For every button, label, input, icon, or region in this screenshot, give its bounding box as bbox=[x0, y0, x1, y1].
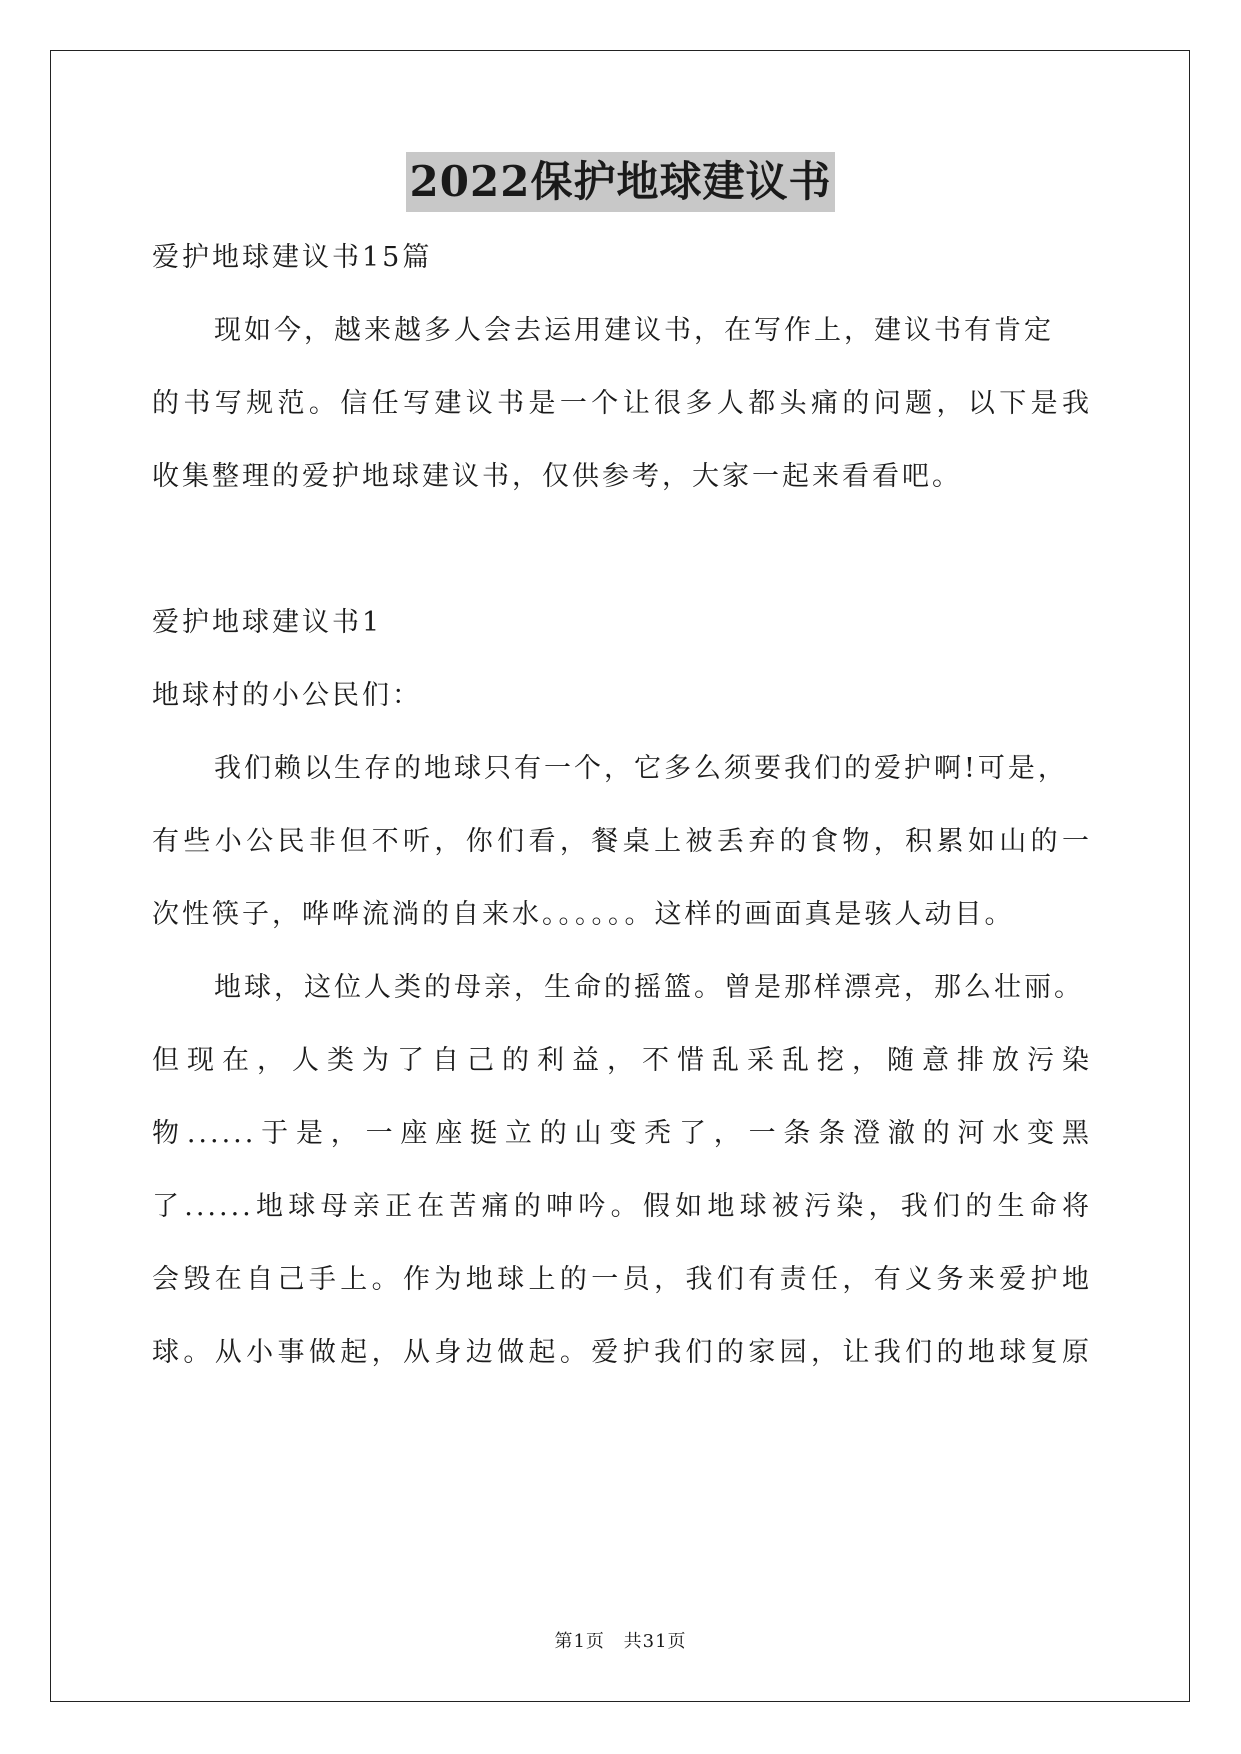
para2-line-1: 地球，这位人类的母亲，生命的摇篮。曾是那样漂亮，那么壮丽。 bbox=[214, 972, 1084, 1003]
salutation: 地球村的小公民们： bbox=[152, 680, 422, 711]
document-title: 2022保护地球建议书 bbox=[406, 152, 836, 212]
para2-line-3: 物......于是，一座座挺立的山变秃了，一条条澄澈的河水变黑 bbox=[152, 1118, 1092, 1149]
intro-line-2: 的书写规范。信任写建议书是一个让很多人都头痛的问题，以下是我 bbox=[152, 388, 1092, 419]
page-footer bbox=[0, 1627, 1241, 1653]
para2-line-5: 会毁在自己手上。作为地球上的一员，我们有责任，有义务来爱护地 bbox=[152, 1264, 1092, 1295]
intro-line-3: 收集整理的爱护地球建议书，仅供参考，大家一起来看看吧。 bbox=[152, 461, 962, 492]
title-container bbox=[0, 152, 1241, 212]
page-border bbox=[50, 50, 1190, 1702]
page-number: 第1页 bbox=[554, 1631, 605, 1652]
intro-line-1: 现如今，越来越多人会去运用建议书，在写作上，建议书有肯定 bbox=[214, 315, 1054, 346]
para1-line-2: 有些小公民非但不听，你们看，餐桌上被丢弃的食物，积累如山的一 bbox=[152, 826, 1092, 857]
para1-line-1: 我们赖以生存的地球只有一个，它多么须要我们的爱护啊!可是， bbox=[214, 753, 1068, 784]
para2-line-4: 了......地球母亲正在苦痛的呻吟。假如地球被污染，我们的生命将 bbox=[152, 1191, 1092, 1222]
para2-line-6: 球。从小事做起，从身边做起。爱护我们的家园，让我们的地球复原 bbox=[152, 1337, 1092, 1368]
page-total: 共31页 bbox=[623, 1631, 687, 1652]
subtitle: 爱护地球建议书15篇 bbox=[152, 242, 433, 273]
para1-line-3: 次性筷子，哗哗流淌的自来水。。。。。。这样的画面真是骇人动目。 bbox=[152, 899, 1015, 930]
para2-line-2: 但现在，人类为了自己的利益，不惜乱采乱挖，随意排放污染 bbox=[152, 1045, 1092, 1076]
section-heading: 爱护地球建议书1 bbox=[152, 607, 383, 638]
